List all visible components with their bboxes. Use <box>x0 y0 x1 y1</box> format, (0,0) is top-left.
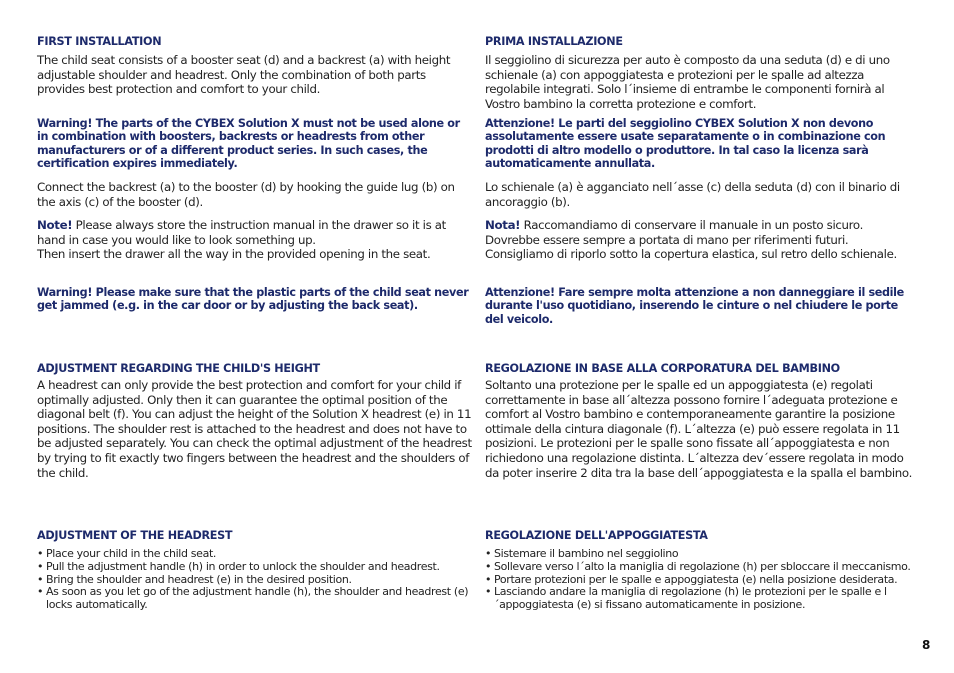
list-item: • Lasciando andare la maniglia di regolazione (h) le protezioni per le spalle e l´appoggiatesta (e) si fissano automaticamente in posizione. <box>485 586 915 612</box>
headrest-section <box>37 529 473 612</box>
instruction-list <box>37 548 473 612</box>
paragraph: Lo schienale (a) è agganciato nell´asse (c) della seduta (d) con il binario di ancoraggio (b). <box>485 180 900 209</box>
list-item: • Place your child in the child seat. <box>37 548 473 561</box>
paragraph: Il seggiolino di sicurezza per auto è composto da una seduta (d) e di uno schienale (a) con appoggiatesta e protezioni per le spalle ad altezza regolabile integrati. Solo l´insieme di entrambe le componenti fornirà al Vostro bambino la corretta protezione e comfort. <box>485 53 890 111</box>
note-text: Please always store the instruction manual in the drawer so it is at hand in case you would like to look something up. <box>37 218 446 247</box>
first-installation-section <box>37 35 473 97</box>
paragraph: The child seat consists of a booster seat (d) and a backrest (a) with height adjustable shoulder and headrest. Only the combination of both parts provides best protection and comfort to your child. <box>37 53 451 97</box>
warning-text: Warning! The parts of the CYBEX Solution X must not be used alone or in combination with boosters, backrests or headrests from other manufacturers or of a different product series. In such cases, the certification expires immediately. <box>37 117 460 171</box>
list-item: • Bring the shoulder and headrest (e) in the desired position. <box>37 574 473 587</box>
child-height-section <box>485 362 915 480</box>
section-heading: REGOLAZIONE DELL'APPOGGIATESTA <box>485 529 708 542</box>
warning-text: Attenzione! Le parti del seggiolino CYBEX Solution X non devono assolutamente essere usate separatamente o in combinazione con prodotti di altro modello o produttore. In tal caso la licenza sarà automaticamente annullata. <box>485 117 886 171</box>
note-label: Note! <box>37 218 73 232</box>
list-item: • Pull the adjustment handle (h) in order to unlock the shoulder and headrest. <box>37 561 473 574</box>
page-number: 8 <box>922 638 931 652</box>
section-heading: ADJUSTMENT REGARDING THE CHILD'S HEIGHT <box>37 362 320 375</box>
warning-text: Warning! Please make sure that the plastic parts of the child seat never get jammed (e.g. in the car door or by adjusting the back seat). <box>37 286 469 313</box>
list-item: • Portare protezioni per le spalle e appoggiatesta (e) nella posizione desiderata. <box>485 574 915 587</box>
list-item: • As soon as you let go of the adjustment handle (h), the shoulder and headrest (e) locks automatically. <box>37 586 473 612</box>
list-item: • Sollevare verso l´alto la maniglia di regolazione (h) per sbloccare il meccanismo. <box>485 561 915 574</box>
section-heading: PRIMA INSTALLAZIONE <box>485 35 623 48</box>
prima-installazione-section <box>485 35 915 111</box>
note-label: Nota! <box>485 218 521 232</box>
paragraph: Connect the backrest (a) to the booster (d) by hooking the guide lug (b) on the axis (c) of the booster (d). <box>37 180 455 209</box>
headrest-section <box>485 529 915 612</box>
note-text: Dovrebbe essere sempre a portata di mano per riferimenti futuri. <box>485 232 849 247</box>
note-paragraph <box>37 218 473 247</box>
instruction-list <box>485 548 915 612</box>
section-heading: FIRST INSTALLATION <box>37 35 162 48</box>
note-paragraph <box>485 218 915 233</box>
note-block <box>485 218 915 262</box>
list-item: • Sistemare il bambino nel seggiolino <box>485 548 915 561</box>
paragraph: A headrest can only provide the best protection and comfort for your child if optimally adjusted. Only then it can guarantee the optimal position of the diagonal belt (f). You can adjust the height of the Solution X headrest (e) in 11 positions. The shoulder rest is attached to the headrest and does not have to be adjusted separately. You can check the optimal adjustment of the headrest by trying to fit exactly two fingers between the headrest and the shoulders of the child. <box>37 378 472 480</box>
child-height-section <box>37 362 473 480</box>
note-text: Then insert the drawer all the way in the provided opening in the seat. <box>37 247 431 262</box>
note-block <box>37 218 473 262</box>
section-heading: ADJUSTMENT OF THE HEADREST <box>37 529 233 542</box>
warning-text: Attenzione! Fare sempre molta attenzione a non danneggiare il sedile durante l'uso quotidiano, inserendo le cinture o nel chiudere le porte del veicolo. <box>485 286 904 326</box>
paragraph: Soltanto una protezione per le spalle ed un appoggiatesta (e) regolati correttamente in base all´altezza possono fornire l´adeguata protezione e comfort al Vostro bambino e contemporaneamente garantire la posizione ottimale della cintura diagonale (f). L´altezza (e) può essere regolata in 11 posizioni. Le protezioni per le spalle sono fissate all´appoggiatesta e non richiedono una regolazione distinta. L´altezza dev´essere regolata in modo da poter inserire 2 dita tra la base dell´appoggiatesta e la spalla el bambino. <box>485 378 912 480</box>
section-heading: REGOLAZIONE IN BASE ALLA CORPORATURA DEL BAMBINO <box>485 362 840 375</box>
note-text: Consigliamo di riporlo sotto la copertura elastica, sul retro dello schienale. <box>485 247 897 262</box>
note-text: Raccomandiamo di conservare il manuale in un posto sicuro. <box>520 218 863 232</box>
